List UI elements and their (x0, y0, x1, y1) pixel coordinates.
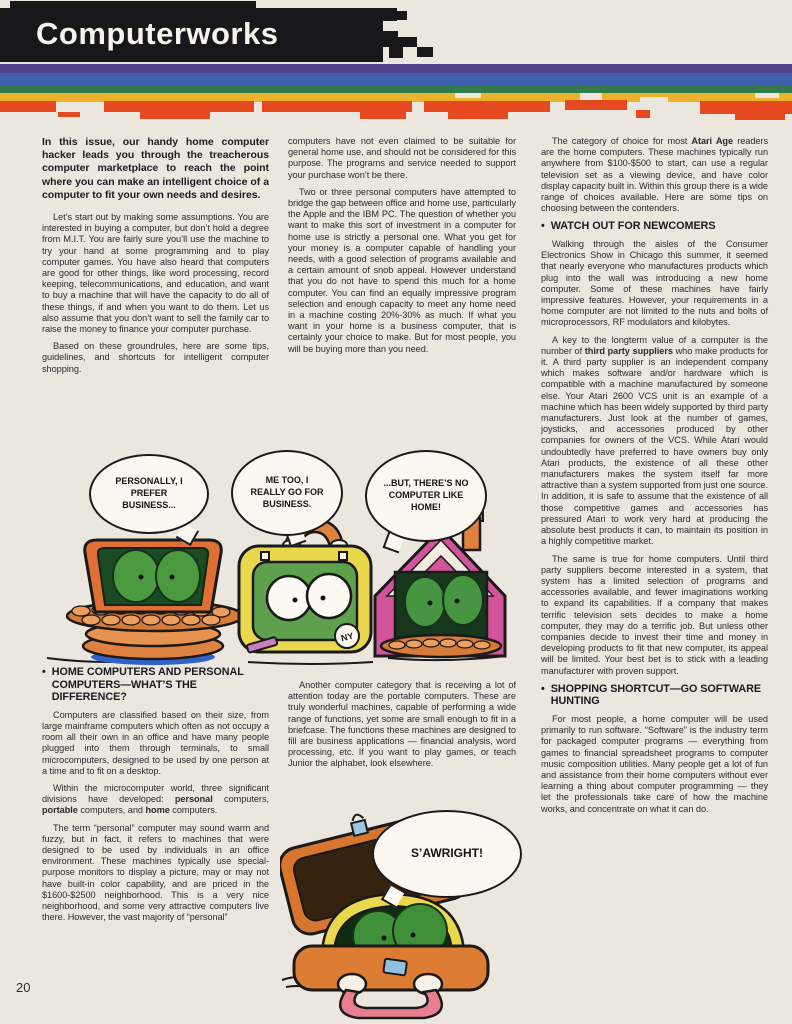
stripe-red-segment (700, 101, 792, 114)
paragraph: Two or three personal computers have attempted to bridge the gap between office and home use, particularly the Apple and the IBM PC. The question of whether you want to make this sort of investment in a computer for home use is strictly a personal one. What you get for your money is a computer capable of handling your needs, with a good selection of programs available and a certain amount of snob appeal. However understand that you do not have to spend this much for a home computer. You can find an equally impressive program selection and enough capacity to meet any home need in a machine costing 20%-30% as much. If what you want in your home is a business computer, that is certainly your choice to make. But for most people, you will be buying more than you need. (288, 186, 516, 354)
paragraph: Based on these groundrules, here are some tips, guidelines, and shortcuts for intelligent computer shopping. (42, 341, 269, 374)
page-title: Computerworks (36, 16, 279, 51)
speech-bubble-2: ME TOO, I REALLY GO FOR BUSINESS. (231, 450, 343, 536)
heading-text: HOME COMPUTERS AND PERSONAL COMPUTERS—WHAT’S THE DIFFERENCE? (51, 666, 244, 704)
page-number: 20 (16, 980, 31, 995)
paragraph (42, 783, 269, 817)
stripe-green (0, 85, 792, 93)
eye (156, 550, 200, 602)
text-segment: computers, and (77, 805, 146, 816)
column-2-bottom (288, 680, 516, 808)
text-segment: computers. (169, 805, 218, 816)
column-1-bottom (42, 666, 269, 1011)
stripe-red-segment (262, 101, 412, 112)
paragraph: The term “personal” computer may sound warm and fuzzy, but in fact, it refers to machines that were designed to be used by individuals in an office environment. These machines typically use special-purpose monitors to display a picture, may or may not have built-in color capability, and are priced in the $1600-$2500 neighborhood. This is a very nice neighborhood, and some very attractive computers live there. However, the vast majority of “personal” (42, 822, 269, 923)
column-1-top (42, 136, 269, 454)
heading-text: SHOPPING SHORTCUT—GO SOFTWARE HUNTING (550, 682, 762, 708)
stripe-red-segment (104, 101, 254, 112)
stripe-red-segment (424, 101, 550, 112)
column-3 (541, 136, 768, 1024)
ny-badge-text: NY (339, 630, 355, 644)
paragraph: Computers are classified based on their size, from large mainframe computers which often as not occupy a room all their own in an office and have many people plugged into them through terminals, to small microcomputers, designed to be used by one person at a time and to fit on a desktop. (42, 709, 269, 776)
bold-text: Atari Age (691, 136, 734, 146)
paragraph: Walking through the aisles of the Consumer Electronics Show in Chicago this summer, it seemed that nearly everyone who manufactures products which plug into the wall was introducing a new home computer. Some of these machines have fairly impressive features. However, your requirements in a home computer are not limited to the nuts and bolts of microprocessors, RF modulators and kilobytes. (541, 239, 768, 328)
text-segment: A key to the longterm value of a computer is the number of (541, 334, 768, 356)
pixel-block (417, 47, 433, 57)
paragraph: The same is true for home computers. Until third party suppliers become interested in a system, that system has a limited selection of programs and accessories available, and fewer imaginations working to expand its capabilities. If a company that makes terrific television sets decides to make a home computer, they may do a terrific job. But unless other companies decide to invest their time and money in developing products to fit that new computer, its appeal will be limited. Your best bet is to stick with a leading manufacturer with proven support. (541, 553, 768, 676)
bullet-marker: • (541, 682, 545, 695)
paragraph: Another computer category that is receiving a lot of attention today are the portable computers. These are truly wonderful machines, capable of performing a wide range of functions, yet some are small enough to fit in a briefcase. The functions these machines are designed to fill are business applications — financial analysis, word processing, etc. If you want to play games, or teach Junior the alphabet, look elsewhere. (288, 680, 516, 769)
section-heading-newcomers (541, 220, 768, 233)
eye (113, 550, 159, 602)
stripe-gap (455, 93, 481, 98)
paragraph: For most people, a home computer will be used primarily to run software. “Software” is the industry term for packaged computer programs — everything from games to financial spreadsheet programs to computer music composition utilities. Many people get a lot of fun and assistance from their home computers without ever learning a thing about computer programming — they let the professionals take care of how the machine works, and concentrate on what it can do. (541, 713, 768, 814)
stripe-red-segment (140, 112, 210, 119)
paragraph: computers have not even claimed to be suitable for general home use, and should not be considered for this purpose. The programs and service needed to support your purchase won’t be there. (288, 136, 516, 180)
cartoon-three-computers (33, 450, 525, 672)
stripe-red-segment (448, 112, 508, 119)
paragraph (541, 335, 768, 548)
bold-text: home (145, 805, 170, 816)
text-segment: readers are the home computers. These machines typically run anywhere from $100-$500 to start, can use a regular television set as a viewing device, and have color display capacity built in. Within this group there is a wide range of choices available. Here are some tips on choosing between the contenders. (541, 136, 768, 214)
pixel-block (398, 37, 417, 47)
section-heading-difference (42, 666, 269, 704)
stripe-purple (0, 64, 792, 73)
stripe-red-segment (636, 110, 650, 118)
bullet-marker: • (42, 666, 46, 678)
pixel-block (380, 31, 398, 47)
intro-paragraph: In this issue, our handy home computer hacker leads you through the treacherous computer marketplace to reach the point where you can make an intelligent choice of a computer to fit your own needs and desires. (42, 136, 269, 201)
paragraph (541, 136, 768, 214)
eye (267, 576, 311, 620)
clasp (383, 959, 407, 976)
eye (443, 575, 483, 625)
paragraph: Let’s start out by making some assumptions. You are interested in buying a computer, but don’t hold a degree from M.I.T. You are fairly sure you’ll use the machine to try your hand at some programming and to play computer games. You have also heard that computers are good for other things, like word processing, record keeping, telecommunications, and education, and want to buy a machine that will have the capacity to do all of these things, if and when you want to do them. Let us also assume that you don’t want to sell the family car to raise the money to finance your computer purchase. (42, 212, 269, 335)
speech-bubble-sawright: S’AWRIGHT! (372, 810, 522, 898)
pixel-block (389, 47, 403, 58)
eye (307, 574, 351, 618)
pixel-block (396, 11, 407, 20)
text-segment: computers, (212, 794, 269, 805)
stripe-blue (0, 73, 792, 85)
bold-text: portable (42, 805, 78, 816)
column-2-top (288, 136, 516, 456)
stripe-gap (755, 93, 779, 98)
orange-computer (67, 540, 243, 665)
lid-latch (351, 820, 368, 836)
speech-bubble-3: ...BUT, THERE’S NO COMPUTER LIKE HOME! (365, 450, 487, 542)
pixel-block (383, 8, 397, 21)
text-segment: who make products for it. A third party supplier is an independent company which makes software and/or hardware which is compatible with a machine manufactured by someone else. Your Atari 2600 VCS unit is an example of a machine which has been widely supported by third party manufacturers. Just look at the number of games, joysticks, and accessories produced by other companies for owners of the VCS. While Atari would undoubtedly have preferred to have owners buy only Atari products, the existence of all these other manufacturers makes the system itself far more attractive than a system supported from just one source. In addition, it is safe to assume that the existence of all those competitive games and accessories has pressured Atari to work very hard at producing the absolute best products it can, to maintain its position in a highly competitive market. (541, 345, 769, 547)
text-segment: The category of choice for most (552, 136, 692, 146)
stripe-gap (640, 97, 668, 102)
stripe-red-segment (735, 114, 785, 120)
stripe-red-segment (360, 112, 406, 119)
text-segment: Within the microcomputer world, three significant divisions have developed: (42, 783, 269, 805)
eye (405, 577, 445, 627)
bold-text: third party suppliers (584, 345, 673, 356)
heading-text: WATCH OUT FOR NEWCOMERS (550, 220, 716, 233)
section-heading-software (541, 683, 768, 708)
bold-text: personal (174, 794, 213, 805)
handle (340, 990, 442, 1018)
stripe-red-segment (58, 112, 80, 117)
bullet-marker: • (541, 220, 545, 233)
cartoon-briefcase-computer (280, 810, 528, 1022)
stripe-red-segment (565, 100, 627, 110)
speech-bubble-1: PERSONALLY, I PREFER BUSINESS... (89, 454, 209, 534)
stripe-red-segment (0, 101, 56, 112)
